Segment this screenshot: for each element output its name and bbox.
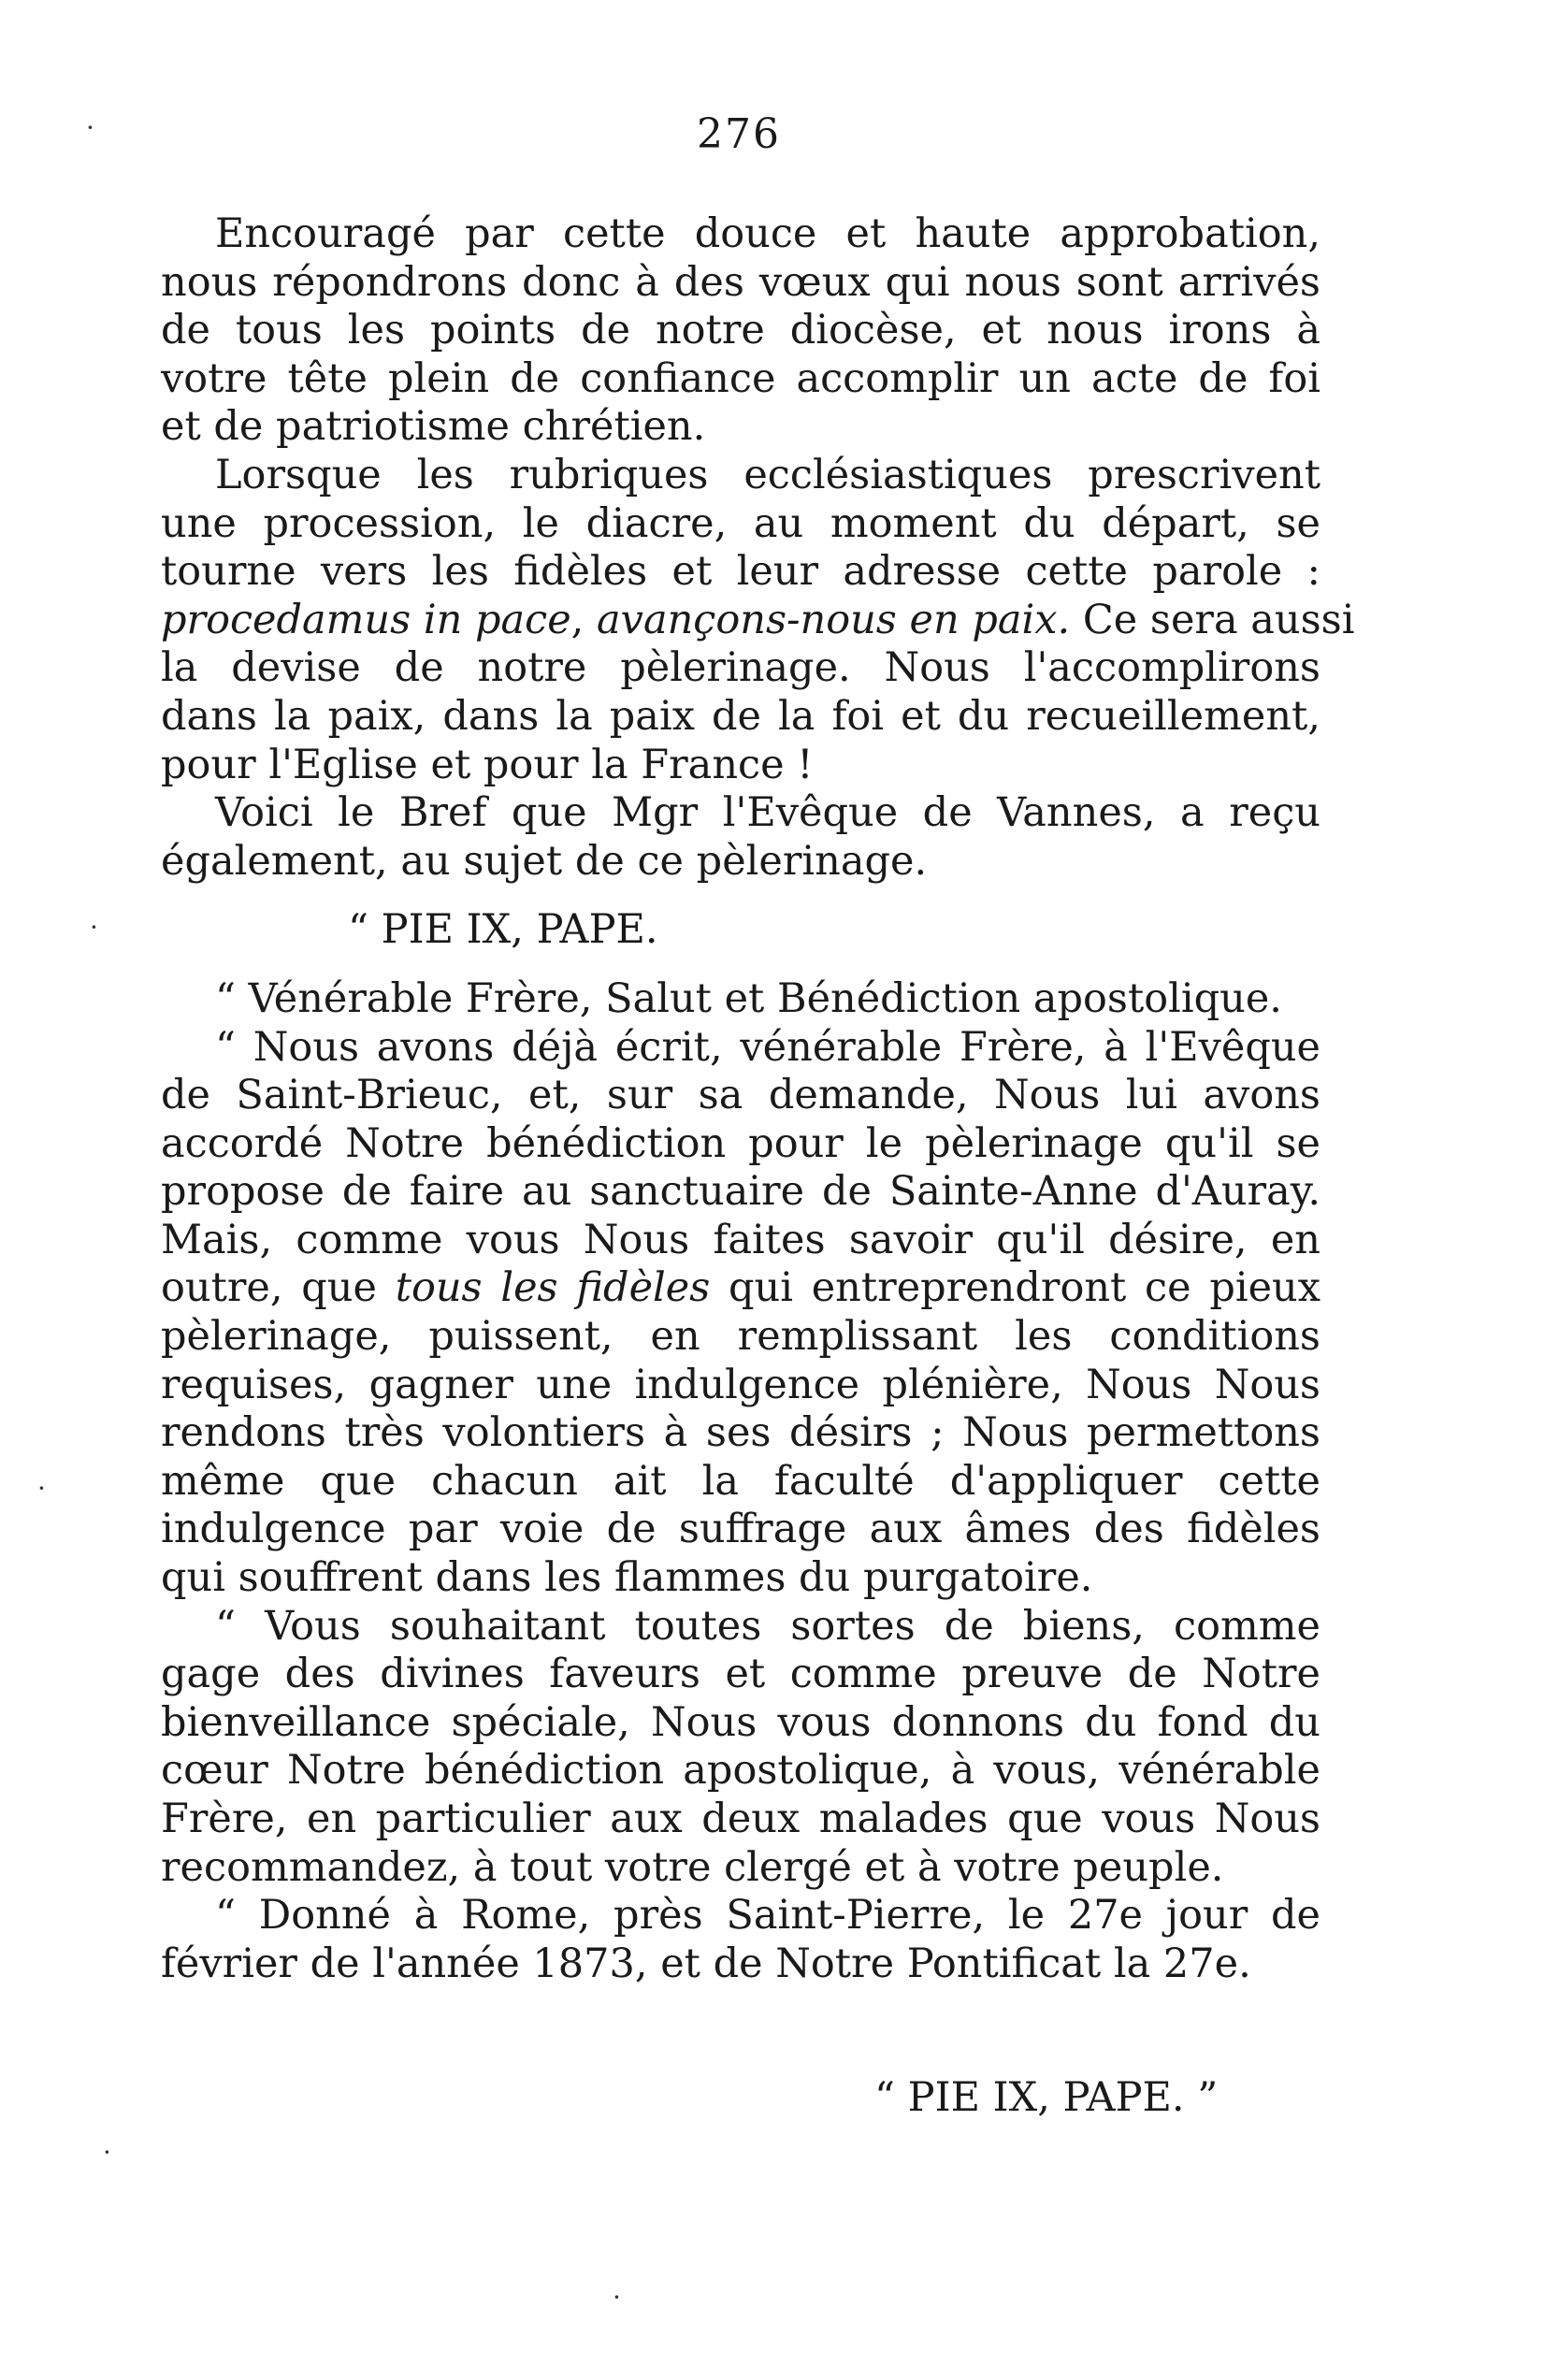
text-line: requises, gagner une indulgence plénière, Nous Nous <box>161 1361 1320 1408</box>
text-fragment: Ce sera aussi <box>1070 596 1355 643</box>
text-line-mixed <box>161 1264 1320 1313</box>
signature: “ PIE IX, PAPE. ” <box>874 2074 1219 2121</box>
brief-salutation: “ Vénérable Frère, Salut et Bénédiction apostolique. <box>215 974 1282 1022</box>
text-line: la devise de notre pèlerinage. Nous l'accomplirons <box>161 644 1320 692</box>
text-line: Encouragé par cette douce et haute approbation, <box>215 210 1320 257</box>
text-line: et de patriotisme chrétien. <box>161 403 706 451</box>
spacer <box>161 886 1320 906</box>
text-line: recommandez, à tout votre clergé et à votre peuple. <box>161 1843 1224 1891</box>
text-line: même que chacun ait la faculté d'appliquer cette <box>161 1457 1320 1505</box>
brief-heading: “ PIE IX, PAPE. <box>348 906 658 954</box>
scan-speck: · <box>103 2137 111 2168</box>
text-line: février de l'année 1873, et de Notre Pontificat la 27e. <box>161 1940 1251 1987</box>
text-line-mixed <box>161 596 1355 645</box>
italic-phrase: tous les fidèles <box>395 1264 711 1312</box>
body-text <box>161 210 1355 1988</box>
text-line: Lorsque les rubriques ecclésiastiques prescrivent <box>215 451 1320 498</box>
scan-speck: · <box>90 912 98 943</box>
scan-speck: · <box>613 2282 621 2313</box>
page-number: 276 <box>697 110 781 158</box>
text-line: de tous les points de notre diocèse, et nous irons à <box>161 307 1320 354</box>
text-line: qui souffrent dans les flammes du purgatoire. <box>161 1554 1093 1602</box>
spacer <box>161 955 1320 975</box>
text-fragment: outre, que <box>161 1264 396 1312</box>
text-line: indulgence par voie de suffrage aux âmes des fidèles <box>161 1506 1320 1553</box>
text-line: propose de faire au sanctuaire de Sainte-Anne d'Auray. <box>161 1168 1320 1216</box>
italic-phrase: avançons-nous en paix. <box>597 596 1071 643</box>
text-line: “ Donné à Rome, près Saint-Pierre, le 27e jour de <box>215 1892 1320 1940</box>
text-line: une procession, le diacre, au moment du départ, se <box>161 499 1320 547</box>
text-line: “ Nous avons déjà écrit, vénérable Frère, à l'Evêque <box>215 1023 1320 1071</box>
text-fragment: qui entreprendront ce pieux <box>710 1264 1320 1312</box>
text-line: Mais, comme vous Nous faites savoir qu'il désire, en <box>161 1216 1320 1263</box>
text-line: cœur Notre bénédiction apostolique, à vous, vénérable <box>161 1747 1320 1795</box>
text-line: bienveillance spéciale, Nous vous donnons du fond du <box>161 1698 1320 1746</box>
text-line: accordé Notre bénédiction pour le pèlerinage qu'il se <box>161 1119 1320 1167</box>
text-line: de Saint-Brieuc, et, sur sa demande, Nous lui avons <box>161 1072 1320 1119</box>
text-line: également, au sujet de ce pèlerinage. <box>161 837 928 885</box>
italic-phrase: procedamus in pace <box>161 596 571 643</box>
text-line: votre tête plein de confiance accomplir un acte de foi <box>161 354 1320 402</box>
text-line: “ Vous souhaitant toutes sortes de biens, comme <box>215 1602 1320 1650</box>
text-line: pèlerinage, puissent, en remplissant les conditions <box>161 1313 1320 1361</box>
text-line: rendons très volontiers à ses désirs ; Nous permettons <box>161 1409 1320 1457</box>
scan-speck: · <box>37 1473 46 1504</box>
text-line: pour l'Eglise et pour la France ! <box>161 741 814 788</box>
text-fragment: , <box>570 596 598 643</box>
scan-speck: · <box>86 112 94 143</box>
text-line: gage des divines faveurs et comme preuve de Notre <box>161 1651 1320 1698</box>
text-line: Voici le Bref que Mgr l'Evêque de Vannes, a reçu <box>215 789 1320 837</box>
text-line: Frère, en particulier aux deux malades que vous Nous <box>161 1796 1320 1842</box>
text-line: dans la paix, dans la paix de la foi et du recueillement, <box>161 692 1320 740</box>
text-line: nous répondrons donc à des vœux qui nous sont arrivés <box>161 258 1320 306</box>
text-line: tourne vers les fidèles et leur adresse cette parole : <box>161 548 1320 596</box>
